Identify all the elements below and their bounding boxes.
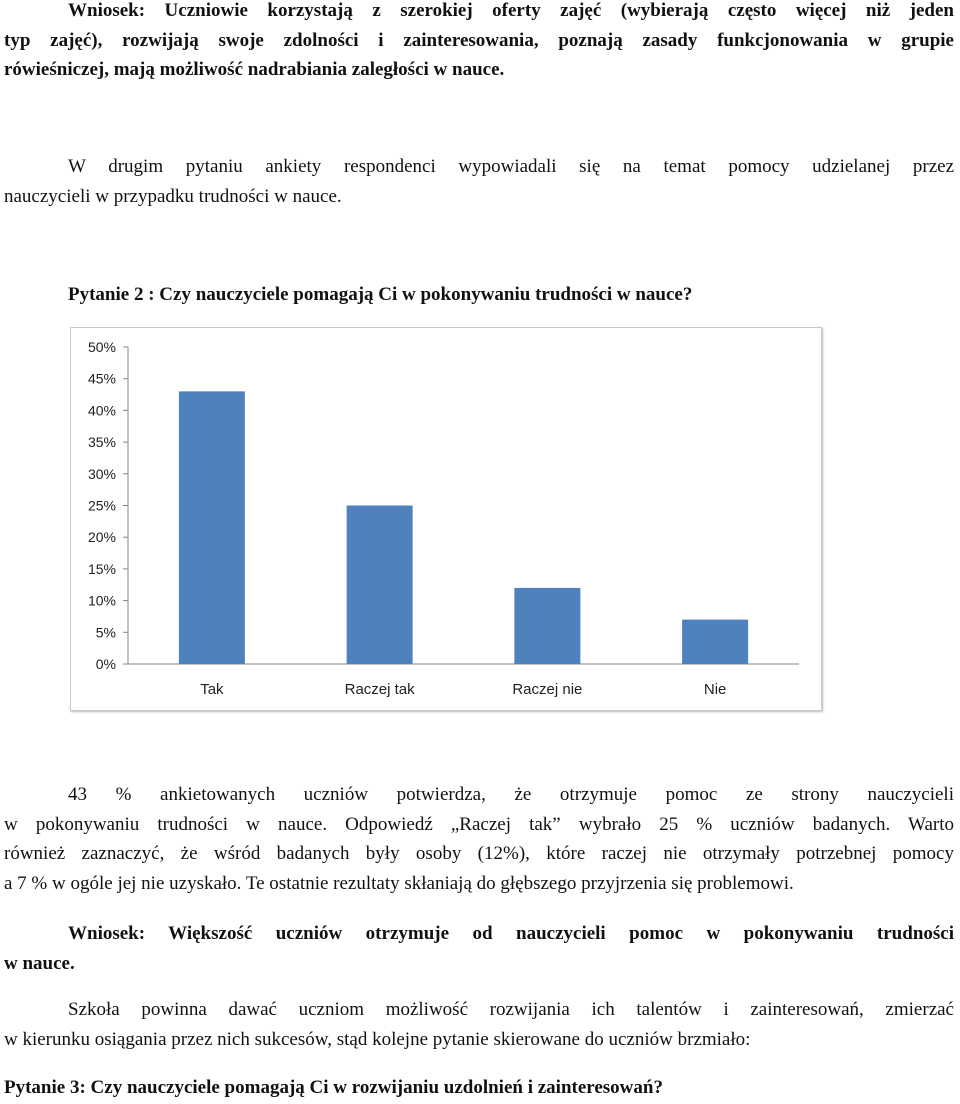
- y-tick-label: 35%: [87, 434, 116, 451]
- discussion-2-line: 43 % ankietowanych uczniów potwierdza, że otrzymuje pomoc ze strony nauczycieli: [68, 784, 954, 805]
- y-tick-label: 45%: [87, 370, 116, 387]
- conclusion-2-line: Wniosek: Większość uczniów otrzymuje od nauczycieli pomoc w pokonywaniu trudności: [68, 923, 954, 944]
- y-tick-label: 15%: [87, 560, 116, 577]
- bar: [179, 391, 245, 664]
- y-tick-label: 10%: [87, 592, 116, 609]
- y-tick-label: 20%: [87, 529, 116, 546]
- y-tick-label: 30%: [87, 465, 116, 482]
- chart-frame: [70, 327, 822, 711]
- intro-2-line: W drugim pytaniu ankiety respondenci wypowiadali się na temat pomocy udzielanej przez: [68, 156, 954, 177]
- discussion-2-line: w pokonywaniu trudności w nauce. Odpowiedź „Raczej tak” wybrało 25 % uczniów badanych. Warto: [4, 813, 954, 835]
- intro-3-line: w kierunku osiągania przez nich sukcesów, stąd kolejne pytanie skierowane do uczniów brzmiało:: [4, 1028, 751, 1050]
- y-tick-label: 40%: [87, 402, 116, 419]
- conclusion-1-line: Wniosek: Uczniowie korzystają z szerokiej oferty zajęć (wybierają często więcej niż jeden: [68, 0, 954, 21]
- conclusion-1-line: rówieśniczej, mają możliwość nadrabiania zaległości w nauce.: [4, 59, 505, 80]
- intro-paragraph-3: [4, 995, 954, 1054]
- conclusion-2-line: w nauce.: [4, 952, 75, 974]
- category-label: Raczej tak: [344, 681, 415, 698]
- y-tick-label: 50%: [87, 339, 116, 355]
- intro-3-line: Szkoła powinna dawać uczniom możliwość rozwijania ich talentów i zainteresowań, zmierzać: [68, 999, 954, 1020]
- discussion-2-line: a 7 % w ogóle jej nie uzyskało. Te ostatnie rezultaty skłaniają do głębszego przyjrzenia się problemowi.: [4, 872, 794, 894]
- intro-paragraph-2: [4, 152, 954, 211]
- bar-chart: [71, 328, 821, 710]
- y-tick-label: 5%: [95, 624, 116, 641]
- conclusion-paragraph-1: [4, 0, 954, 85]
- conclusion-paragraph-2: [4, 919, 954, 978]
- question-3-text: Pytanie 3: Czy nauczyciele pomagają Ci w rozwijaniu uzdolnień i zainteresowań?: [4, 1077, 663, 1098]
- discussion-paragraph-2: [4, 780, 954, 898]
- category-label: Tak: [200, 681, 224, 698]
- question-2-text: Pytanie 2 : Czy nauczyciele pomagają Ci w pokonywaniu trudności w nauce?: [68, 284, 693, 305]
- bar: [682, 620, 748, 664]
- conclusion-1-line: typ zajęć), rozwijają swoje zdolności i zainteresowania, poznają zasady funkcjonowania w grupie: [4, 29, 954, 51]
- y-tick-label: 0%: [95, 656, 116, 672]
- category-label: Nie: [703, 681, 727, 698]
- category-label: Raczej nie: [512, 681, 583, 698]
- question-3-heading: [4, 1073, 954, 1103]
- discussion-2-line: również zaznaczyć, że wśród badanych były osoby (12%), które raczej nie otrzymały potrzebnej pomocy: [4, 843, 954, 864]
- question-2-heading: [4, 280, 960, 310]
- bar: [514, 588, 580, 664]
- bar: [347, 506, 413, 665]
- y-tick-label: 25%: [87, 497, 116, 514]
- intro-2-line: nauczycieli w przypadku trudności w nauce.: [4, 185, 342, 207]
